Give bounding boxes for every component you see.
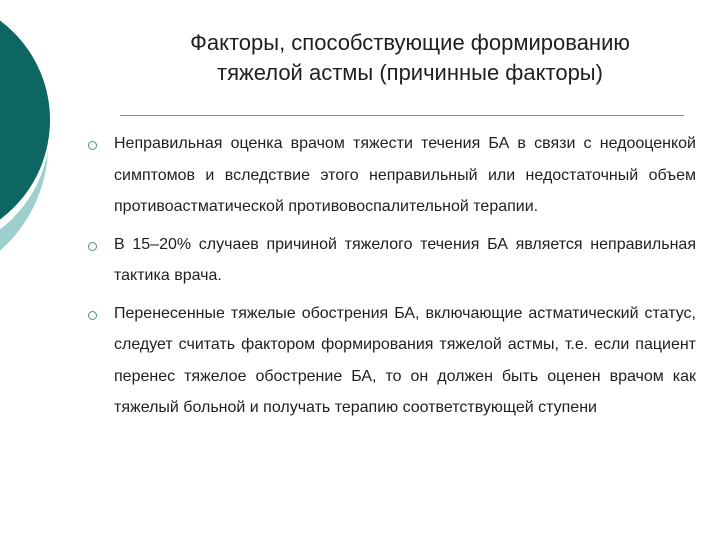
list-item-text: Неправильная оценка врачом тяжести течения БА в связи с недооценкой симптомов и вследствие этого неправильный или недостаточный объем противоастматической противовоспалительной терапии.: [114, 135, 696, 215]
circle-bullet-icon: [88, 242, 97, 251]
bullet-list: [88, 128, 696, 430]
title-line-2: тяжелой астмы (причинные факторы): [217, 60, 603, 85]
title-line-1: Факторы, способствующие формированию: [190, 30, 630, 55]
circle-bullet-icon: [88, 311, 97, 320]
list-item: [88, 298, 696, 424]
list-item-text: Перенесенные тяжелые обострения БА, включающие астматический статус, следует считать фактором формирования тяжелой астмы, т.е. если пациент перенес тяжелое обострение БА, то он должен быть оценен врачом как тяжелый больной и получать терапию соответствующей ступени: [114, 304, 696, 416]
title-divider: [120, 115, 684, 116]
circle-bullet-icon: [88, 141, 97, 150]
decorative-circles: [0, 0, 60, 300]
list-item-text: В 15–20% случаев причиной тяжелого течения БА является неправильная тактика врача.: [114, 235, 696, 284]
list-item: [88, 229, 696, 292]
list-item: [88, 128, 696, 223]
page-title: [110, 28, 710, 88]
